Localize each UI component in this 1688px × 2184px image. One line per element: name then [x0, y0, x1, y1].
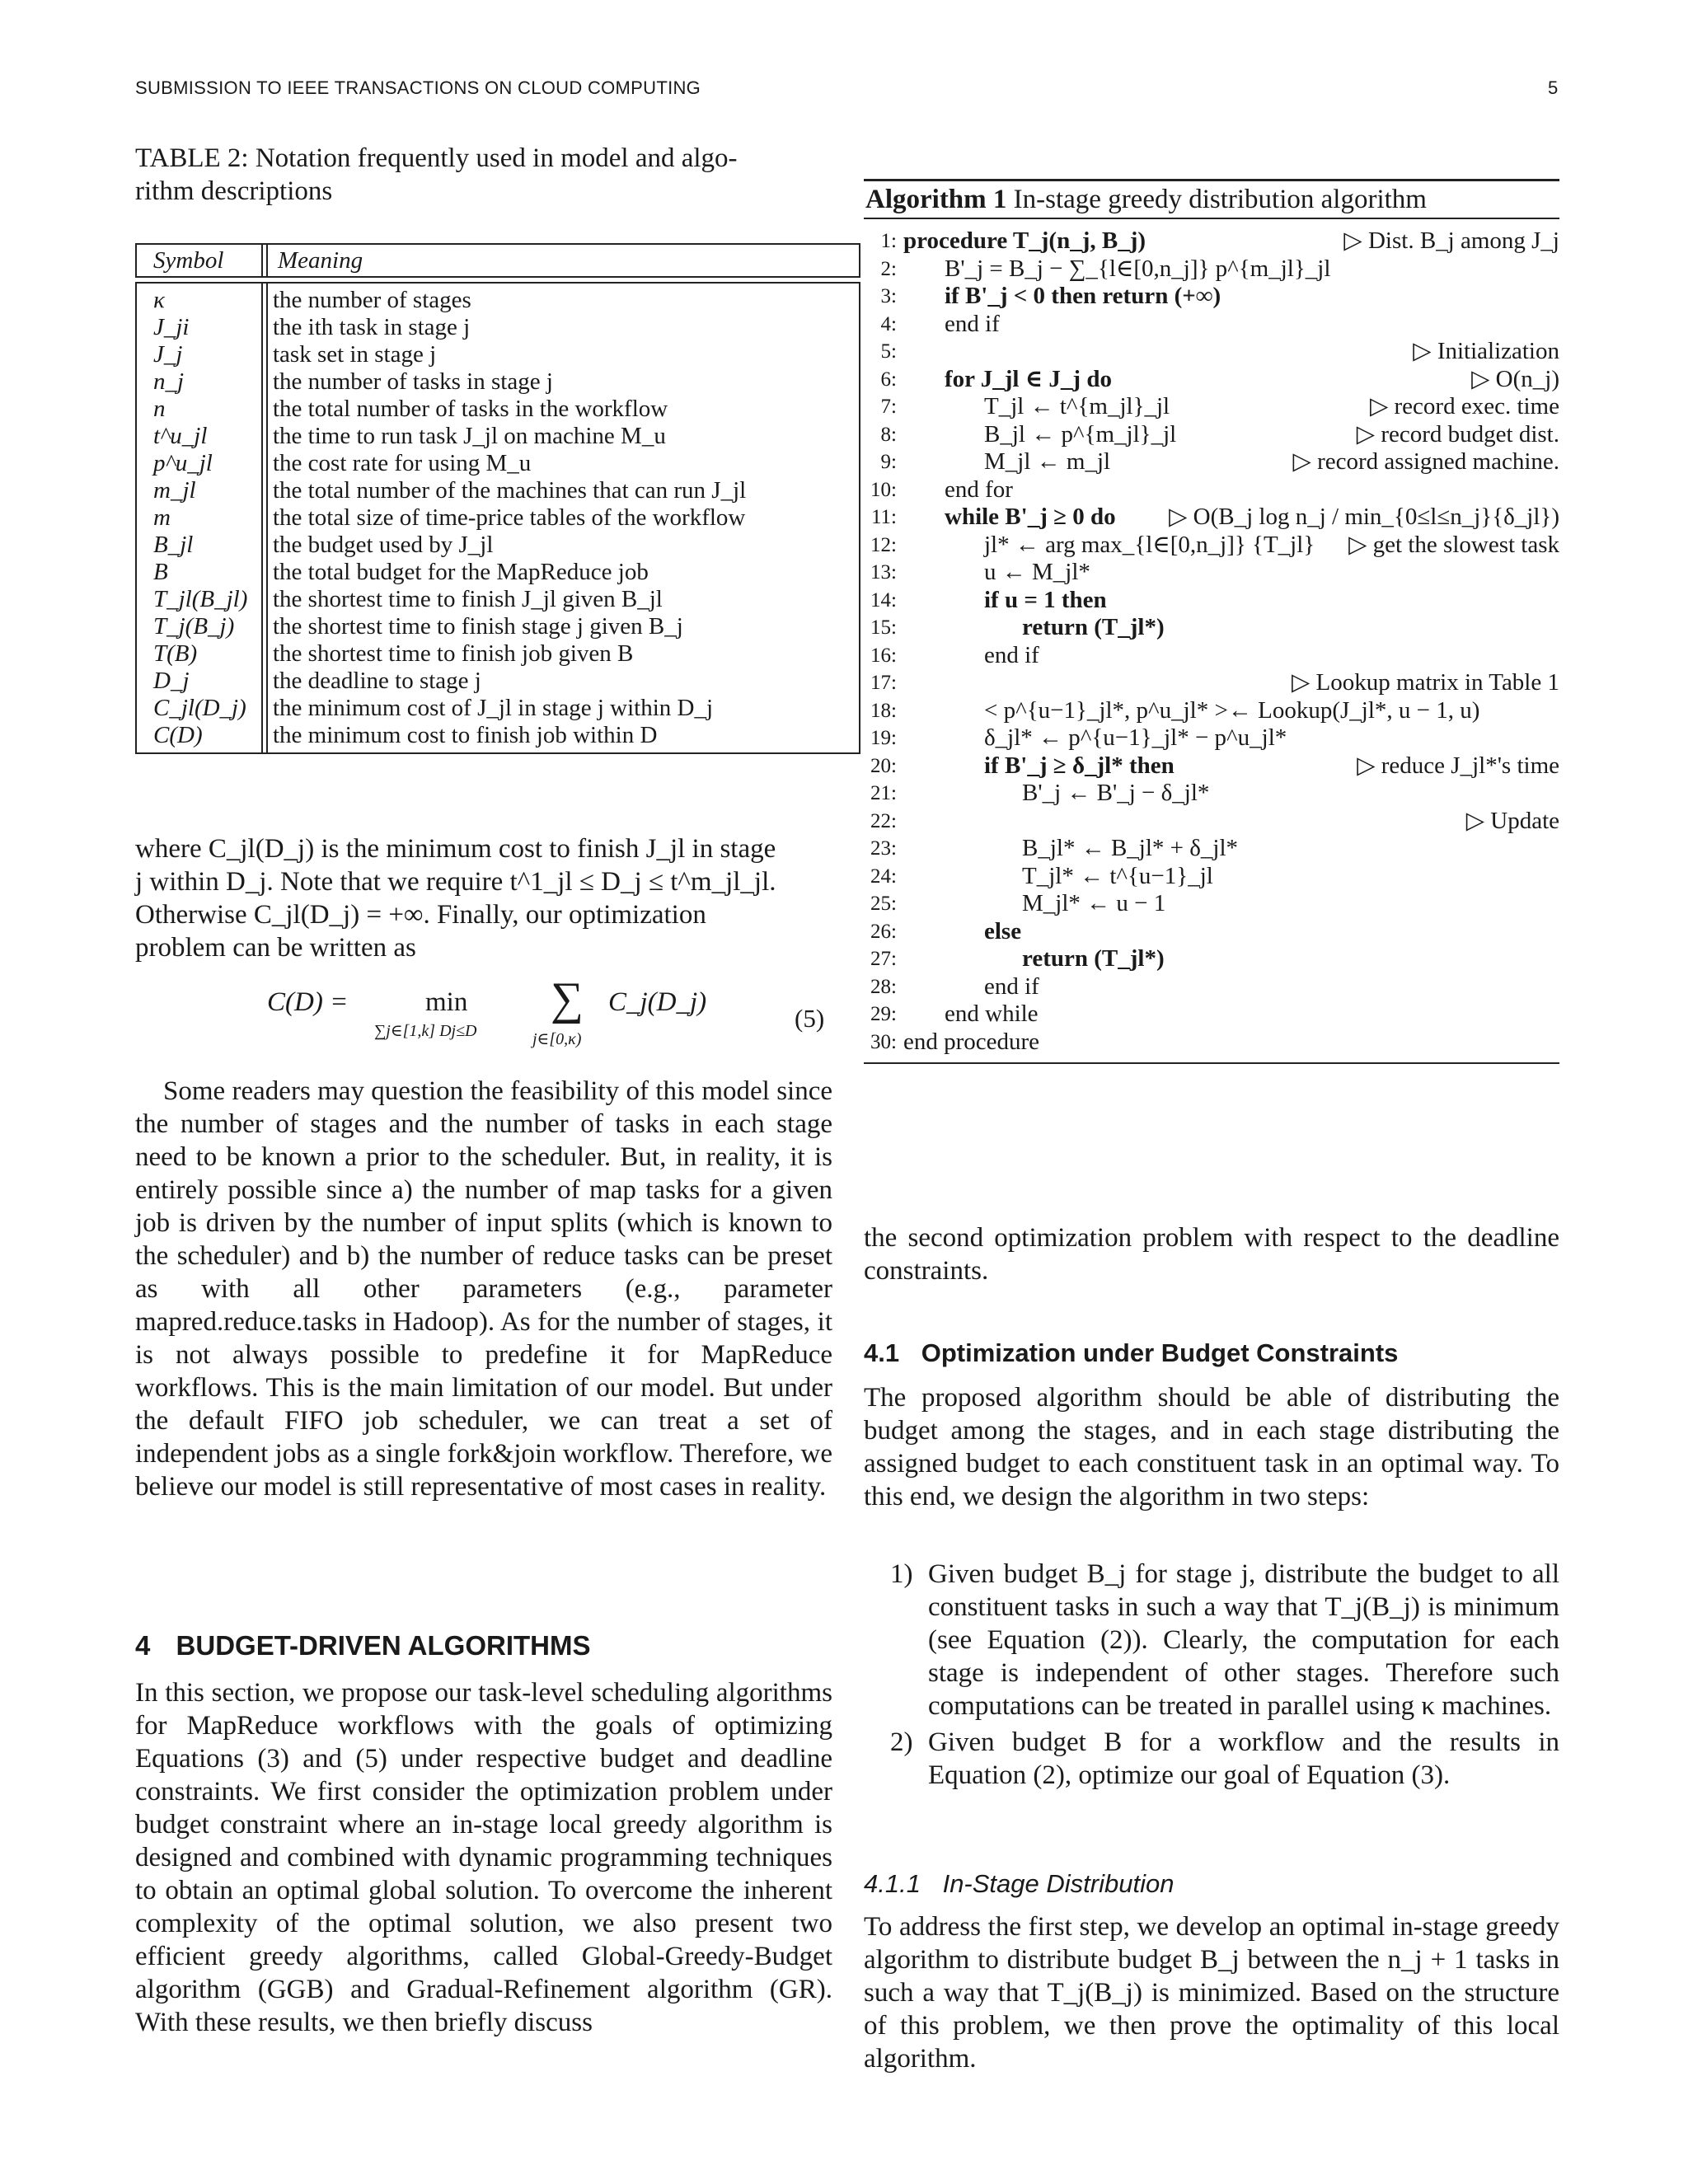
notation-row	[137, 368, 859, 396]
step-1-text: Given budget B_j for stage j, distribute the budget to all constituent tasks in such a way that T_j(B_j) is minimum (see Equation (2)). Clearly, the computation for each stage is independent of other stages. Therefore such computations can be treated in parallel using κ machines.	[928, 1559, 1559, 1721]
line-code: procedure T_j(n_j, B_j)	[903, 227, 1146, 254]
notation-meaning: the shortest time to finish J_jl given B_jl	[273, 586, 663, 612]
notation-meaning: the number of stages	[273, 287, 471, 313]
line-code: end procedure	[903, 1028, 1040, 1055]
notation-meaning: the shortest time to finish job given B	[273, 640, 634, 667]
line-comment: ▷ Initialization	[1413, 338, 1559, 364]
notation-meaning: the minimum cost to finish job within D	[273, 722, 658, 748]
line-number: 14:	[870, 588, 897, 612]
line-code: B_jl ← p^{m_jl}_jl	[984, 420, 1177, 448]
section-4-title: BUDGET-DRIVEN ALGORITHMS	[176, 1630, 591, 1661]
left-paragraph-3: In this section, we propose our task-level scheduling algorithms for MapReduce workflows with the goals of optimizing Equations (3) and (5) under respective budget and deadline constraints. We first consider the optimization problem under budget constraint where an in-stage local greedy algorithm is designed and combined with dynamic programming techniques to obtain an optimal global solution. To overcome the inherent complexity of the optimal solution, we also present two efficient greedy algorithms, called Global-Greedy-Budget algorithm (GGB) and Gradual-Refinement algorithm (GR). With these results, we then briefly discuss	[135, 1678, 832, 2037]
algorithm-line	[864, 890, 1559, 918]
notation-symbol: m_jl	[153, 477, 196, 504]
left-paragraph-2: Some readers may question the feasibility of this model since the number of stages and the number of tasks in each stage need to be known a prior to the scheduler. But, in reality, it is entirely possible since a) the number of map tasks for a given job is driven by the number of input splits (which is known to the scheduler) and b) the number of reduce tasks can be preset as with all other parameters (e.g., parameter mapred.reduce.tasks in Hadoop). As for the number of stages, it is not always possible to predefine it for MapReduce workflows. This is the main limitation of our model. But under the default FIFO job scheduler, we can treat a set of independent jobs as a single fork&join workflow. Therefore, we believe our model is still representative of most cases in reality.	[135, 1076, 832, 1502]
line-code: u ← M_jl*	[984, 559, 1090, 585]
subsection-4-1-heading	[864, 1338, 1398, 1368]
line-number: 13:	[870, 561, 897, 583]
notation-row	[137, 423, 859, 450]
right-paragraph-2: The proposed algorithm should be able of distributing the budget among the stages, and in each stage distributing the assigned budget to each constituent task in an optimal way. To this end, we design the algorithm in two steps:	[864, 1383, 1559, 1511]
notation-meaning: the cost rate for using M_u	[273, 450, 532, 476]
algorithm-line	[864, 1029, 1559, 1057]
line-number: 10:	[870, 478, 897, 501]
eq5-min-subscript: ∑j∈[1,k] Dj≤D	[374, 1022, 477, 1040]
notation-row	[137, 341, 859, 368]
line-number: 22:	[870, 809, 897, 832]
notation-row	[137, 287, 859, 314]
notation-meaning: the deadline to stage j	[273, 668, 481, 694]
algorithm-line	[864, 338, 1559, 366]
line-comment: ▷ Dist. B_j among J_j	[1343, 227, 1559, 254]
step-1	[864, 1558, 1559, 1722]
algorithm-line	[864, 614, 1559, 642]
p1-line1: where C_jl(D_j) is the minimum cost to finish J_jl in stage	[135, 834, 776, 864]
algorithm-line	[864, 752, 1559, 780]
notation-meaning: task set in stage j	[273, 341, 437, 368]
subsection-4-1-title: Optimization under Budget Constraints	[921, 1338, 1399, 1367]
algorithm-line	[864, 724, 1559, 752]
notation-symbol: T(B)	[153, 640, 198, 667]
line-code: end if	[984, 972, 1039, 1000]
notation-symbol: C_jl(D_j)	[153, 695, 246, 721]
notation-symbol: n_j	[153, 368, 185, 395]
line-number: 20:	[870, 754, 897, 777]
eq5-min: min	[425, 987, 468, 1017]
notation-symbol: C(D)	[153, 722, 203, 748]
line-comment: ▷ get the slowest task	[1348, 531, 1559, 558]
line-code: M_jl* ← u − 1	[1022, 890, 1166, 916]
line-comment: ▷ record assigned machine.	[1292, 448, 1559, 475]
subsection-4-1-1-heading	[864, 1869, 1174, 1899]
line-code: T_jl* ← t^{u−1}_jl	[1022, 862, 1213, 889]
line-number: 27:	[870, 948, 897, 970]
algorithm-line	[864, 255, 1559, 284]
right-paragraph-1: the second optimization problem with respect to the deadline constraints.	[864, 1223, 1559, 1286]
line-number: 9:	[880, 451, 897, 473]
line-code: T_jl ← t^{m_jl}_jl	[984, 393, 1170, 419]
notation-symbol: D_j	[153, 668, 190, 694]
algorithm-line	[864, 311, 1559, 339]
algorithm-body	[864, 227, 1559, 1056]
algorithm-line	[864, 448, 1559, 476]
notation-row	[137, 613, 859, 640]
algorithm-line	[864, 973, 1559, 1001]
algorithm-line	[864, 393, 1559, 421]
p1-line3: Otherwise C_jl(D_j) = +∞. Finally, our optimization	[135, 900, 706, 930]
notation-meaning: the shortest time to finish stage j given B_j	[273, 613, 683, 640]
line-comment: ▷ Update	[1465, 807, 1559, 834]
line-code: B_jl* ← B_jl* + δ_jl*	[1022, 835, 1239, 861]
header-meaning: Meaning	[278, 247, 363, 274]
algorithm-line	[864, 918, 1559, 946]
notation-row	[137, 504, 859, 532]
eq5-lhs: C(D) =	[267, 987, 349, 1017]
line-code: for J_jl ∈ J_j do	[945, 365, 1112, 392]
notation-row	[137, 586, 859, 613]
notation-symbol: t^u_jl	[153, 423, 208, 449]
notation-row	[137, 668, 859, 695]
line-number: 2:	[880, 257, 897, 280]
notation-meaning: the minimum cost of J_jl in stage j within D_j	[273, 695, 714, 721]
line-number: 6:	[880, 368, 897, 391]
notation-row	[137, 396, 859, 423]
line-code: δ_jl* ← p^{u−1}_jl* − p^u_jl*	[984, 724, 1287, 751]
algorithm-line	[864, 587, 1559, 615]
notation-table-body	[135, 282, 860, 754]
algorithm-1	[864, 179, 1559, 1064]
algorithm-line	[864, 283, 1559, 311]
line-number: 1:	[880, 230, 897, 252]
notation-row	[137, 314, 859, 341]
algorithm-line	[864, 366, 1559, 394]
equation-5	[135, 973, 832, 1057]
line-number: 29:	[870, 1003, 897, 1025]
line-number: 21:	[870, 782, 897, 804]
algorithm-name: In-stage greedy distribution algorithm	[1013, 185, 1427, 214]
line-number: 3:	[880, 285, 897, 307]
p1-line2: j within D_j. Note that we require t^1_jl ≤ D_j ≤ t^m_jl_jl.	[135, 867, 776, 897]
algorithm-line	[864, 1001, 1559, 1029]
line-code: if B'_j < 0 then return (+∞)	[945, 283, 1221, 309]
notation-row	[137, 640, 859, 668]
algorithm-line	[864, 863, 1559, 891]
notation-meaning: the total budget for the MapReduce job	[273, 559, 649, 585]
algorithm-line	[864, 227, 1559, 255]
notation-meaning: the total number of the machines that can run J_jl	[273, 477, 747, 504]
notation-row	[137, 695, 859, 722]
notation-symbol: B	[153, 559, 168, 585]
table2-caption-line2: rithm descriptions	[135, 176, 333, 206]
line-number: 24:	[870, 865, 897, 888]
eq5-sum-subscript: j∈[0,κ)	[532, 1030, 582, 1048]
notation-symbol: J_j	[153, 341, 183, 368]
line-comment: ▷ Lookup matrix in Table 1	[1292, 669, 1559, 696]
notation-meaning: the time to run task J_jl on machine M_u	[273, 423, 666, 449]
line-comment: ▷ record exec. time	[1369, 393, 1559, 419]
notation-table	[135, 243, 860, 754]
algorithm-line	[864, 421, 1559, 449]
line-number: 7:	[880, 396, 897, 418]
algorithm-line	[864, 504, 1559, 532]
notation-symbol: B_jl	[153, 532, 194, 558]
notation-row	[137, 477, 859, 504]
table2-caption-line1: TABLE 2: Notation frequently used in model and algo-	[135, 143, 738, 173]
section-4-number: 4	[135, 1630, 151, 1661]
line-number: 28:	[870, 975, 897, 998]
notation-row	[137, 722, 859, 749]
line-code: M_jl ← m_jl	[984, 448, 1111, 475]
algorithm-line	[864, 532, 1559, 560]
eq5-number: (5)	[795, 1004, 825, 1033]
line-code: B'_j = B_j − ∑_{l∈[0,n_j]} p^{m_jl}_jl	[945, 255, 1331, 282]
notation-symbol: m	[153, 504, 171, 531]
line-number: 23:	[870, 837, 897, 860]
notation-symbol: p^u_jl	[153, 450, 213, 476]
line-number: 19:	[870, 727, 897, 749]
section-4-heading	[135, 1630, 590, 1661]
notation-meaning: the ith task in stage j	[273, 314, 471, 340]
line-number: 12:	[870, 533, 897, 556]
algorithm-line	[864, 697, 1559, 725]
step-2-text: Given budget B for a workflow and the results in Equation (2), optimize our goal of Equation (3).	[928, 1727, 1559, 1790]
line-code: if B'_j ≥ δ_jl* then	[984, 752, 1175, 779]
line-code: B'_j ← B'_j − δ_jl*	[1022, 780, 1210, 806]
steps-list	[864, 1558, 1559, 1792]
algorithm-line	[864, 835, 1559, 863]
line-code: while B'_j ≥ 0 do	[945, 504, 1116, 530]
line-number: 25:	[870, 893, 897, 915]
algorithm-line	[864, 808, 1559, 836]
line-comment: ▷ O(B_j log n_j / min_{0≤l≤n_j}{δ_jl})	[1169, 504, 1559, 530]
right-paragraph-3: To address the first step, we develop an optimal in-stage greedy algorithm to distribute budget B_j between the n_j + 1 tasks in such a way that T_j(B_j) is minimized. Based on the structure of this problem, we then prove the optimality of this local algorithm.	[864, 1912, 1559, 2074]
notation-symbol: T_jl(B_jl)	[153, 586, 248, 612]
notation-row	[137, 559, 859, 586]
line-number: 11:	[870, 506, 897, 528]
notation-symbol: κ	[153, 287, 165, 313]
algorithm-line	[864, 669, 1559, 697]
step-1-label: 1)	[890, 1559, 913, 1589]
line-number: 4:	[880, 312, 897, 335]
line-code: else	[984, 917, 1022, 944]
notation-meaning: the budget used by J_jl	[273, 532, 494, 558]
notation-row	[137, 450, 859, 477]
line-number: 26:	[870, 920, 897, 943]
line-number: 15:	[870, 616, 897, 639]
subsection-4-1-1-title: In-Stage Distribution	[942, 1869, 1175, 1898]
running-header: SUBMISSION TO IEEE TRANSACTIONS ON CLOUD COMPUTING	[135, 77, 701, 98]
line-code: return (T_jl*)	[1022, 945, 1165, 972]
line-comment: ▷ O(n_j)	[1471, 365, 1559, 392]
line-code: end for	[945, 476, 1013, 503]
p1-line4: problem can be written as	[135, 933, 416, 963]
notation-symbol: n	[153, 396, 166, 422]
header-symbol: Symbol	[153, 247, 224, 274]
eq5-term: C_j(D_j)	[608, 987, 707, 1017]
line-comment: ▷ record budget dist.	[1356, 420, 1559, 448]
step-2	[864, 1726, 1559, 1792]
line-number: 30:	[870, 1030, 897, 1053]
line-number: 16:	[870, 644, 897, 667]
line-comment: ▷ reduce J_jl*'s time	[1357, 752, 1559, 779]
algorithm-label: Algorithm 1	[865, 185, 1007, 214]
line-code: end if	[945, 310, 1000, 337]
line-number: 5:	[880, 340, 897, 363]
line-code: < p^{u−1}_jl*, p^u_jl* >← Lookup(J_jl*, u − 1, u)	[984, 696, 1480, 724]
line-code: end if	[984, 641, 1039, 668]
eq5-sum-sign: ∑	[551, 973, 584, 1024]
notation-row	[137, 532, 859, 559]
line-code: if u = 1 then	[984, 586, 1107, 613]
left-paragraph-1	[135, 832, 832, 964]
line-number: 17:	[870, 672, 897, 694]
subsection-4-1-number: 4.1	[864, 1338, 900, 1367]
notation-meaning: the total size of time-price tables of the workflow	[273, 504, 746, 531]
notation-meaning: the total number of tasks in the workflow	[273, 396, 668, 422]
page-number: 5	[1548, 77, 1559, 98]
line-code: end while	[945, 1001, 1039, 1027]
algorithm-title	[864, 181, 1559, 218]
line-number: 18:	[870, 699, 897, 722]
line-code: jl* ← arg max_{l∈[0,n_j]} {T_jl}	[984, 531, 1315, 558]
line-code: return (T_jl*)	[1022, 614, 1165, 640]
table2-caption	[135, 142, 738, 208]
algorithm-line	[864, 559, 1559, 587]
algorithm-line	[864, 476, 1559, 504]
notation-symbol: J_ji	[153, 314, 190, 340]
notation-table-header	[135, 243, 860, 276]
subsection-4-1-1-number: 4.1.1	[864, 1869, 921, 1898]
step-2-label: 2)	[890, 1727, 913, 1757]
line-number: 8:	[880, 423, 897, 446]
algorithm-line	[864, 780, 1559, 808]
algorithm-line	[864, 945, 1559, 973]
notation-meaning: the number of tasks in stage j	[273, 368, 553, 395]
algorithm-line	[864, 642, 1559, 670]
notation-symbol: T_j(B_j)	[153, 613, 235, 640]
